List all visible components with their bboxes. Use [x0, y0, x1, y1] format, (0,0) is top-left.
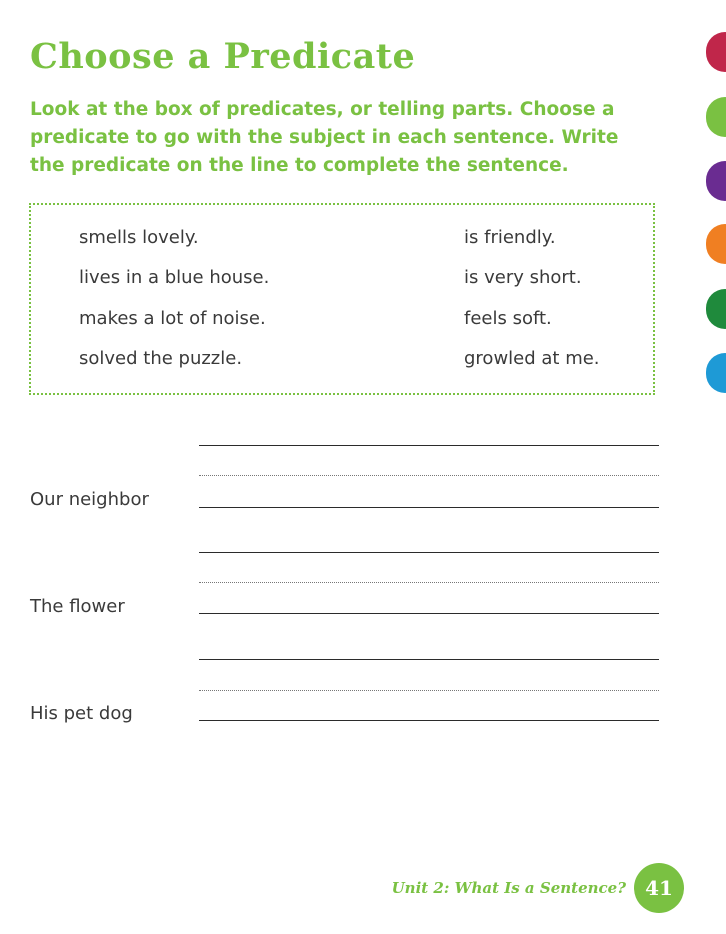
- writing-line-base[interactable]: [199, 613, 659, 614]
- page-number: 41: [645, 876, 673, 900]
- writing-line-base[interactable]: [199, 507, 659, 508]
- section-tab-dark-green: [706, 289, 726, 329]
- subject-label: Our neighbor: [30, 489, 149, 510]
- page-number-badge: [634, 863, 684, 913]
- predicate-option: feels soft.: [464, 308, 552, 329]
- subject-label: The flower: [30, 596, 125, 617]
- predicate-option: is very short.: [464, 267, 582, 288]
- predicate-option: makes a lot of noise.: [79, 308, 266, 329]
- page-title: Choose a Predicate: [30, 36, 416, 77]
- writing-line-top[interactable]: [199, 445, 659, 446]
- instructions-text: Look at the box of predicates, or telling parts. Choose a predicate to go with the subject in each sentence. Write the predicate on the line to complete the sentence.: [30, 99, 619, 176]
- predicate-option: smells lovely.: [79, 227, 199, 248]
- section-tab-blue: [706, 353, 726, 393]
- predicate-option: is friendly.: [464, 227, 556, 248]
- predicate-box: [29, 203, 655, 395]
- writing-line-mid: [199, 690, 659, 691]
- writing-line-mid: [199, 475, 659, 476]
- writing-line-top[interactable]: [199, 659, 659, 660]
- predicate-option: lives in a blue house.: [79, 267, 270, 288]
- predicate-option: solved the puzzle.: [79, 348, 243, 369]
- predicate-option: growled at me.: [464, 348, 600, 369]
- section-tab-orange: [706, 224, 726, 264]
- writing-line-base[interactable]: [199, 720, 659, 721]
- subject-label: His pet dog: [30, 703, 133, 724]
- section-tab-purple: [706, 161, 726, 201]
- section-tab-green: [706, 97, 726, 137]
- section-tab-red: [706, 32, 726, 72]
- writing-line-mid: [199, 582, 659, 583]
- writing-line-top[interactable]: [199, 552, 659, 553]
- footer-unit-text: Unit 2: What Is a Sentence?: [391, 879, 626, 897]
